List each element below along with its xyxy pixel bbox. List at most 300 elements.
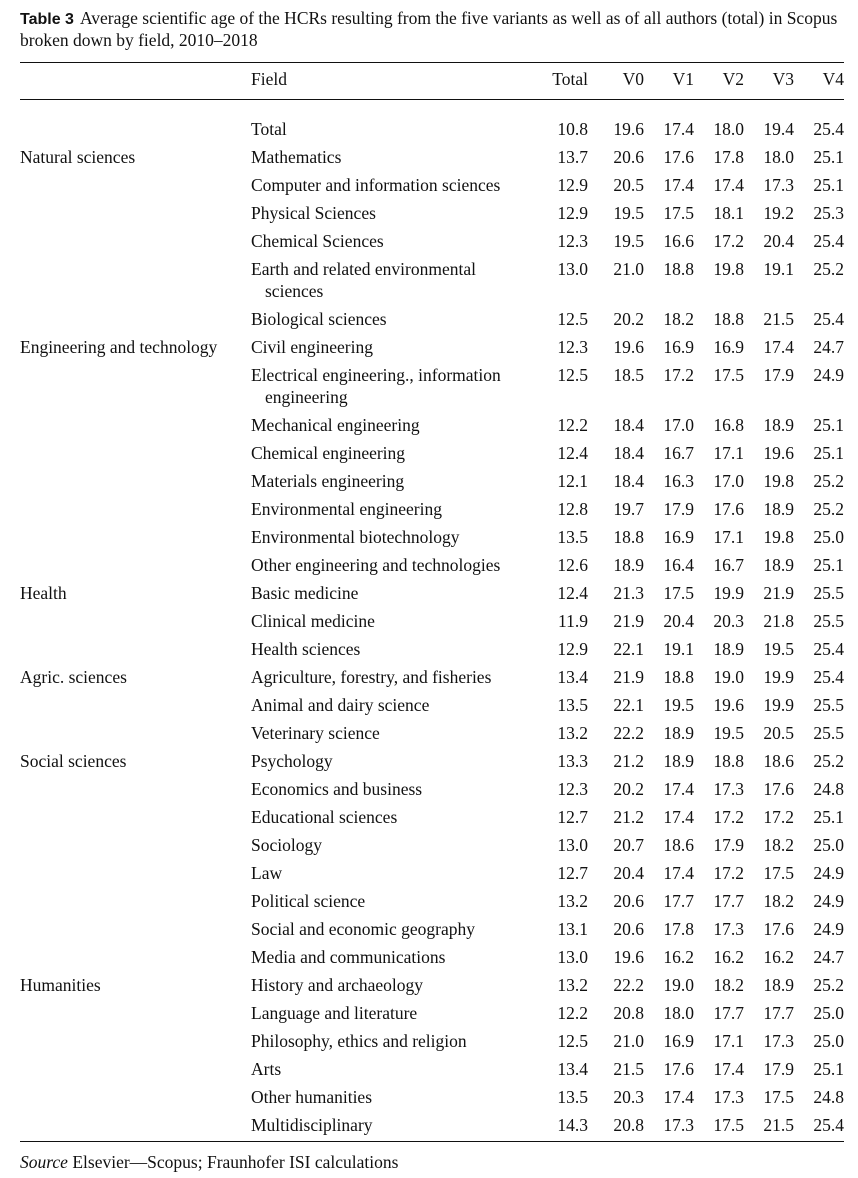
cell-total: 12.4 [557, 443, 588, 463]
cell-v2: 18.1 [713, 203, 744, 223]
cell-v1: 17.0 [663, 415, 694, 435]
table-row [20, 582, 844, 610]
header-rule [20, 99, 844, 100]
cell-v4: 24.9 [813, 365, 844, 385]
cell-v1: 16.6 [663, 231, 694, 251]
cell-v1: 19.1 [663, 639, 694, 659]
table-row [20, 442, 844, 470]
header-v0: V0 [622, 69, 644, 89]
cell-v1: 17.4 [663, 1087, 694, 1107]
row-field-name: Environmental engineering [251, 499, 442, 519]
cell-v4: 25.2 [813, 499, 844, 519]
source-text: Elsevier—Scopus; Fraunhofer ISI calculations [72, 1152, 399, 1172]
cell-v0: 18.4 [613, 471, 644, 491]
cell-v3: 17.6 [763, 779, 794, 799]
cell-v2: 18.8 [713, 751, 744, 771]
source-label: Source [20, 1152, 68, 1172]
cell-v2: 16.9 [713, 337, 744, 357]
cell-v4: 25.1 [813, 555, 844, 575]
row-field [251, 1086, 541, 1108]
cell-v0: 20.8 [613, 1115, 644, 1135]
cell-total: 12.5 [557, 309, 588, 329]
cell-v1: 17.5 [663, 203, 694, 223]
row-field-name: Other humanities [251, 1087, 373, 1107]
row-field-name: Basic medicine [251, 583, 359, 603]
cell-v2: 17.8 [713, 147, 744, 167]
table-row [20, 118, 844, 146]
row-field [251, 862, 541, 884]
cell-v4: 25.3 [813, 203, 844, 223]
table-row [20, 470, 844, 498]
cell-v3: 17.5 [763, 1087, 794, 1107]
cell-v4: 25.1 [813, 1059, 844, 1079]
cell-v4: 25.2 [813, 975, 844, 995]
cell-v4: 24.9 [813, 891, 844, 911]
cell-total: 12.7 [557, 807, 588, 827]
cell-v3: 20.4 [763, 231, 794, 251]
row-field [251, 806, 541, 828]
row-field [251, 414, 541, 436]
cell-v4: 24.9 [813, 863, 844, 883]
cell-total: 12.3 [557, 337, 588, 357]
cell-v2: 17.2 [713, 231, 744, 251]
table-label: Table 3 [20, 11, 74, 28]
row-field-name: Health sciences [251, 639, 361, 659]
cell-v3: 17.2 [763, 807, 794, 827]
cell-v3: 21.5 [763, 309, 794, 329]
cell-total: 12.6 [557, 555, 588, 575]
cell-v2: 16.7 [713, 555, 744, 575]
cell-v0: 21.2 [613, 751, 644, 771]
table-row [20, 202, 844, 230]
row-field-name: Philosophy, ethics and religion [251, 1031, 467, 1051]
table-row [20, 918, 844, 946]
cell-v4: 25.4 [813, 1115, 844, 1135]
cell-v2: 17.3 [713, 919, 744, 939]
cell-total: 12.5 [557, 1031, 588, 1051]
cell-total: 12.4 [557, 583, 588, 603]
cell-v0: 19.6 [613, 947, 644, 967]
row-field [251, 974, 541, 996]
cell-v1: 17.4 [663, 807, 694, 827]
row-field-name: Economics and business [251, 779, 423, 799]
cell-v3: 18.2 [763, 891, 794, 911]
cell-total: 12.2 [557, 1003, 588, 1023]
cell-v2: 16.2 [713, 947, 744, 967]
cell-v4: 25.1 [813, 147, 844, 167]
table-row [20, 862, 844, 890]
cell-v2: 17.1 [713, 527, 744, 547]
cell-total: 12.8 [557, 499, 588, 519]
cell-v1: 16.2 [663, 947, 694, 967]
cell-v0: 21.0 [613, 1031, 644, 1051]
cell-v1: 18.2 [663, 309, 694, 329]
cell-v1: 16.3 [663, 471, 694, 491]
cell-v0: 20.6 [613, 891, 644, 911]
cell-v2: 17.1 [713, 1031, 744, 1051]
cell-v4: 25.0 [813, 835, 844, 855]
cell-v3: 19.1 [763, 259, 794, 279]
cell-v3: 19.4 [763, 119, 794, 139]
cell-v4: 25.2 [813, 471, 844, 491]
table-row [20, 308, 844, 336]
cell-v0: 20.3 [613, 1087, 644, 1107]
row-field [251, 666, 541, 688]
cell-v4: 24.8 [813, 779, 844, 799]
table-row [20, 638, 844, 666]
header-v4: V4 [822, 69, 844, 89]
table-row [20, 1030, 844, 1058]
row-field-name: Mathematics [251, 147, 342, 167]
cell-v3: 19.9 [763, 695, 794, 715]
cell-v2: 17.4 [713, 175, 744, 195]
cell-total: 14.3 [557, 1115, 588, 1135]
cell-v3: 19.2 [763, 203, 794, 223]
cell-v0: 18.9 [613, 555, 644, 575]
cell-v3: 19.8 [763, 527, 794, 547]
table-source [20, 1151, 398, 1173]
table-row [20, 1002, 844, 1030]
row-group: Engineering and technology [20, 337, 218, 357]
cell-v2: 17.3 [713, 779, 744, 799]
cell-v3: 21.8 [763, 611, 794, 631]
table-body [20, 118, 844, 1142]
cell-v3: 21.9 [763, 583, 794, 603]
cell-v1: 17.3 [663, 1115, 694, 1135]
cell-v1: 20.4 [663, 611, 694, 631]
cell-v3: 18.9 [763, 499, 794, 519]
row-field-name: Animal and dairy science [251, 695, 430, 715]
cell-v1: 18.8 [663, 259, 694, 279]
row-field-continuation: sciences [265, 281, 324, 301]
table-row [20, 750, 844, 778]
cell-v1: 16.4 [663, 555, 694, 575]
cell-total: 12.5 [557, 365, 588, 385]
cell-v0: 20.2 [613, 309, 644, 329]
row-field-name: Biological sciences [251, 309, 387, 329]
row-field [251, 498, 541, 520]
cell-v2: 17.4 [713, 1059, 744, 1079]
row-field [251, 118, 541, 140]
cell-total: 13.5 [557, 695, 588, 715]
table-row [20, 174, 844, 202]
cell-v4: 25.0 [813, 1031, 844, 1051]
row-field [251, 946, 541, 968]
cell-v2: 17.2 [713, 807, 744, 827]
row-field [251, 1058, 541, 1080]
cell-v3: 18.9 [763, 975, 794, 995]
header-v1: V1 [672, 69, 694, 89]
cell-v0: 22.1 [613, 695, 644, 715]
cell-v3: 17.9 [763, 365, 794, 385]
cell-v3: 18.9 [763, 415, 794, 435]
cell-total: 13.4 [557, 1059, 588, 1079]
cell-total: 13.5 [557, 1087, 588, 1107]
cell-v2: 18.2 [713, 975, 744, 995]
cell-v3: 19.8 [763, 471, 794, 491]
row-field-name: Law [251, 863, 283, 883]
row-field [251, 1114, 541, 1136]
cell-v1: 16.7 [663, 443, 694, 463]
row-field [251, 554, 541, 576]
top-rule [20, 62, 844, 63]
cell-v1: 17.4 [663, 863, 694, 883]
row-field [251, 638, 541, 660]
table-row [20, 778, 844, 806]
cell-total: 12.2 [557, 415, 588, 435]
cell-v3: 17.3 [763, 175, 794, 195]
cell-v1: 17.6 [663, 147, 694, 167]
row-field [251, 1002, 541, 1024]
cell-total: 13.5 [557, 527, 588, 547]
cell-v4: 25.5 [813, 723, 844, 743]
cell-v1: 18.9 [663, 723, 694, 743]
row-field [251, 202, 541, 224]
table-figure [20, 8, 844, 1172]
cell-v0: 19.7 [613, 499, 644, 519]
row-field [251, 308, 541, 330]
cell-v4: 25.0 [813, 1003, 844, 1023]
cell-v0: 21.9 [613, 611, 644, 631]
cell-total: 12.3 [557, 231, 588, 251]
cell-v0: 18.8 [613, 527, 644, 547]
cell-v1: 16.9 [663, 1031, 694, 1051]
row-field-name: Civil engineering [251, 337, 373, 357]
row-field-name: Environmental biotechnology [251, 527, 460, 547]
table-caption [20, 8, 844, 51]
table-row [20, 554, 844, 582]
cell-v0: 22.2 [613, 723, 644, 743]
cell-v1: 18.0 [663, 1003, 694, 1023]
cell-v3: 18.6 [763, 751, 794, 771]
cell-v2: 19.5 [713, 723, 744, 743]
cell-total: 13.2 [557, 723, 588, 743]
row-field [251, 258, 541, 302]
cell-total: 12.1 [557, 471, 588, 491]
row-field [251, 146, 541, 168]
header-total: Total [552, 69, 588, 89]
cell-v2: 17.1 [713, 443, 744, 463]
row-field [251, 778, 541, 800]
cell-v4: 25.1 [813, 443, 844, 463]
cell-v2: 17.9 [713, 835, 744, 855]
cell-v3: 18.2 [763, 835, 794, 855]
cell-v1: 17.4 [663, 175, 694, 195]
cell-total: 13.1 [557, 919, 588, 939]
cell-v4: 25.4 [813, 231, 844, 251]
cell-v3: 18.9 [763, 555, 794, 575]
cell-total: 11.9 [558, 611, 588, 631]
cell-v4: 25.4 [813, 667, 844, 687]
table-row [20, 974, 844, 1002]
row-field [251, 918, 541, 940]
cell-v2: 18.8 [713, 309, 744, 329]
cell-v1: 19.5 [663, 695, 694, 715]
table-row [20, 1114, 844, 1142]
cell-v4: 24.9 [813, 919, 844, 939]
table-row [20, 498, 844, 526]
table-row [20, 610, 844, 638]
cell-total: 13.3 [557, 751, 588, 771]
cell-v2: 17.3 [713, 1087, 744, 1107]
cell-v1: 17.6 [663, 1059, 694, 1079]
row-field-name: Educational sciences [251, 807, 398, 827]
row-group: Social sciences [20, 751, 127, 771]
cell-v0: 22.1 [613, 639, 644, 659]
cell-v4: 25.1 [813, 807, 844, 827]
cell-v0: 19.6 [613, 337, 644, 357]
cell-v4: 25.0 [813, 527, 844, 547]
cell-total: 12.9 [557, 639, 588, 659]
cell-v3: 17.5 [763, 863, 794, 883]
row-group: Humanities [20, 975, 101, 995]
cell-v3: 19.9 [763, 667, 794, 687]
cell-v1: 17.4 [663, 779, 694, 799]
row-field-name: Agriculture, forestry, and fisheries [251, 667, 492, 687]
cell-v2: 17.0 [713, 471, 744, 491]
cell-v4: 24.7 [813, 337, 844, 357]
cell-v2: 17.2 [713, 863, 744, 883]
row-field [251, 174, 541, 196]
table-row [20, 694, 844, 722]
row-group: Agric. sciences [20, 667, 127, 687]
row-group: Health [20, 583, 67, 603]
cell-v0: 20.4 [613, 863, 644, 883]
cell-total: 13.2 [557, 891, 588, 911]
cell-total: 13.4 [557, 667, 588, 687]
row-field [251, 582, 541, 604]
cell-v0: 20.5 [613, 175, 644, 195]
cell-v3: 17.6 [763, 919, 794, 939]
cell-total: 10.8 [557, 119, 588, 139]
row-field-name: Physical Sciences [251, 203, 376, 223]
cell-v2: 18.0 [713, 119, 744, 139]
cell-v4: 25.1 [813, 415, 844, 435]
row-field-name: History and archaeology [251, 975, 424, 995]
row-field-name: Computer and information sciences [251, 175, 501, 195]
row-field-name: Chemical Sciences [251, 231, 384, 251]
cell-v3: 17.9 [763, 1059, 794, 1079]
cell-v1: 17.4 [663, 119, 694, 139]
table-row [20, 834, 844, 862]
table-row [20, 414, 844, 442]
row-field [251, 890, 541, 912]
cell-v0: 20.8 [613, 1003, 644, 1023]
cell-v0: 22.2 [613, 975, 644, 995]
cell-v3: 18.0 [763, 147, 794, 167]
table-row [20, 946, 844, 974]
table-row [20, 806, 844, 834]
table-row [20, 1058, 844, 1086]
table-row [20, 364, 844, 414]
cell-v4: 25.4 [813, 639, 844, 659]
cell-total: 12.9 [557, 175, 588, 195]
table-row [20, 1086, 844, 1114]
row-field [251, 694, 541, 716]
row-field-name: Multidisciplinary [251, 1115, 373, 1135]
cell-v2: 17.5 [713, 1115, 744, 1135]
cell-total: 12.9 [557, 203, 588, 223]
header-v3: V3 [772, 69, 794, 89]
row-field [251, 442, 541, 464]
cell-v0: 21.0 [613, 259, 644, 279]
row-field-name: Clinical medicine [251, 611, 375, 631]
cell-v1: 16.9 [663, 527, 694, 547]
cell-v4: 25.4 [813, 309, 844, 329]
row-field-name: Materials engineering [251, 471, 405, 491]
cell-v0: 21.2 [613, 807, 644, 827]
table-row [20, 526, 844, 554]
cell-v0: 18.4 [613, 415, 644, 435]
cell-v2: 16.8 [713, 415, 744, 435]
cell-v4: 25.4 [813, 119, 844, 139]
cell-total: 13.2 [557, 975, 588, 995]
cell-v0: 18.5 [613, 365, 644, 385]
row-field [251, 336, 541, 358]
cell-v4: 25.2 [813, 751, 844, 771]
row-field [251, 834, 541, 856]
table-row [20, 336, 844, 364]
cell-v0: 20.6 [613, 147, 644, 167]
row-field-name: Earth and related environmental [251, 259, 476, 279]
header-v2: V2 [722, 69, 744, 89]
cell-v2: 19.8 [713, 259, 744, 279]
cell-total: 13.0 [557, 947, 588, 967]
row-field-name: Political science [251, 891, 366, 911]
cell-v4: 24.8 [813, 1087, 844, 1107]
cell-v2: 20.3 [713, 611, 744, 631]
row-group: Natural sciences [20, 147, 136, 167]
row-field-name: Language and literature [251, 1003, 418, 1023]
cell-v4: 25.5 [813, 695, 844, 715]
row-field [251, 722, 541, 744]
cell-v1: 17.9 [663, 499, 694, 519]
cell-v2: 19.0 [713, 667, 744, 687]
row-field-name: Social and economic geography [251, 919, 476, 939]
cell-v1: 16.9 [663, 337, 694, 357]
row-field [251, 610, 541, 632]
cell-v0: 21.5 [613, 1059, 644, 1079]
cell-v0: 21.3 [613, 583, 644, 603]
cell-v4: 24.7 [813, 947, 844, 967]
cell-v3: 19.5 [763, 639, 794, 659]
row-field-name: Mechanical engineering [251, 415, 420, 435]
cell-v2: 17.7 [713, 891, 744, 911]
cell-v0: 19.5 [613, 203, 644, 223]
cell-v1: 17.7 [663, 891, 694, 911]
cell-v4: 25.5 [813, 583, 844, 603]
cell-total: 13.0 [557, 835, 588, 855]
row-field-continuation: engineering [265, 387, 348, 407]
row-field [251, 230, 541, 252]
row-field [251, 470, 541, 492]
row-field-name: Media and communications [251, 947, 446, 967]
cell-v1: 18.8 [663, 667, 694, 687]
cell-v4: 25.2 [813, 259, 844, 279]
row-field-name: Arts [251, 1059, 282, 1079]
cell-v0: 19.6 [613, 119, 644, 139]
cell-v0: 20.2 [613, 779, 644, 799]
bottom-rule [20, 1141, 844, 1142]
cell-v3: 19.6 [763, 443, 794, 463]
cell-total: 13.7 [557, 147, 588, 167]
cell-v2: 18.9 [713, 639, 744, 659]
row-field-name: Psychology [251, 751, 333, 771]
row-field-name: Electrical engineering., information [251, 365, 501, 385]
cell-v3: 17.3 [763, 1031, 794, 1051]
cell-v2: 17.5 [713, 365, 744, 385]
cell-v1: 19.0 [663, 975, 694, 995]
